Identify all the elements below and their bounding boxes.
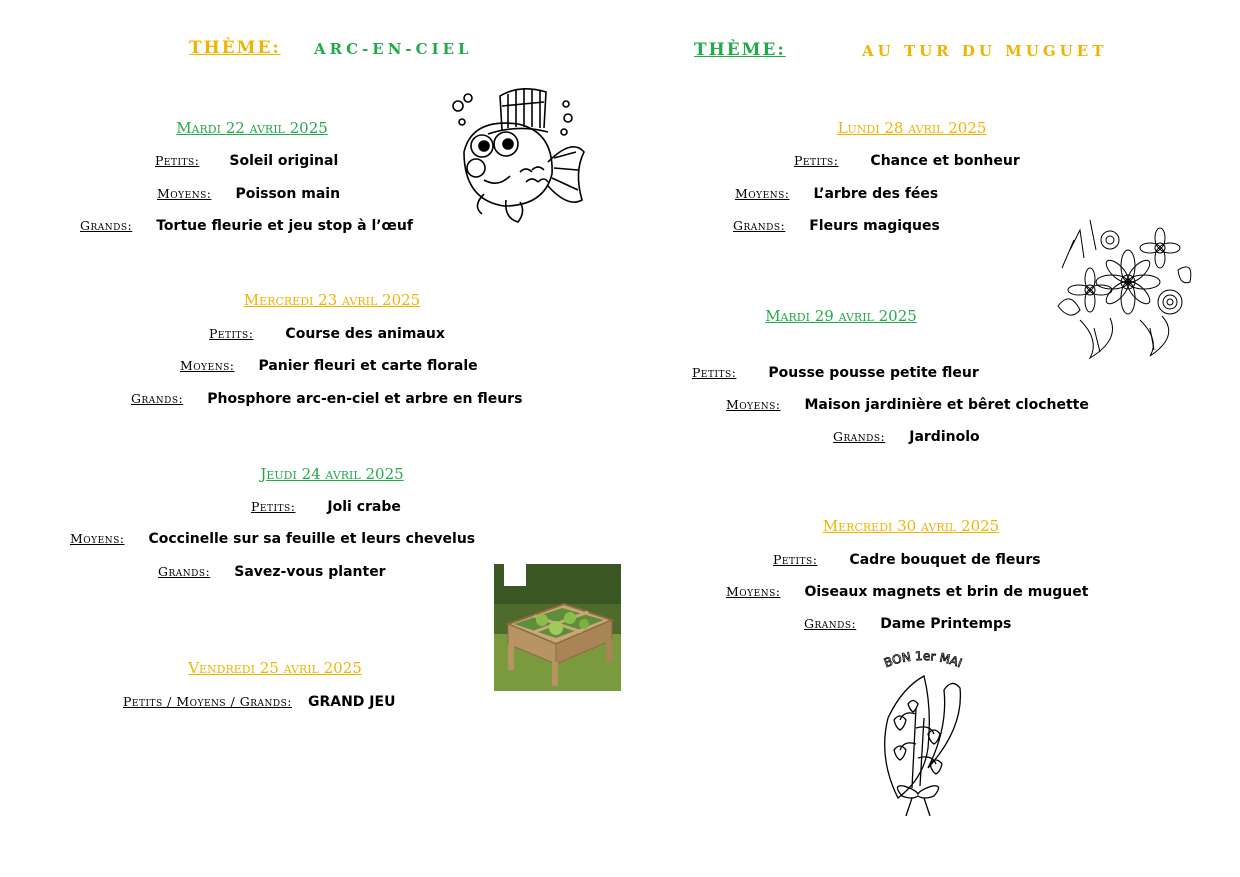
activity-row — [158, 564, 386, 580]
level-label: Moyens: — [180, 358, 235, 373]
may-day-text: BON 1er MAI — [882, 648, 965, 671]
activity-row — [735, 186, 938, 202]
level-label: Moyens: — [70, 531, 125, 546]
level-label: Petits: — [155, 153, 200, 168]
activity-text: Tortue fleurie et jeu stop à l’œuf — [156, 218, 413, 234]
level-label: Petits: — [251, 499, 296, 514]
level-label: Grands: — [80, 218, 133, 233]
activity-text: Poisson main — [235, 186, 341, 202]
day-heading: Lundi 28 avril 2025 — [837, 119, 987, 137]
activity-row — [131, 391, 522, 407]
activity-row — [733, 218, 940, 234]
activity-row — [726, 397, 1089, 413]
activity-text: Joli crabe — [327, 499, 401, 515]
level-label: Petits: — [209, 326, 254, 341]
level-label: Grands: — [804, 616, 857, 631]
activity-row — [804, 616, 1011, 632]
activity-row — [70, 531, 475, 547]
level-label: Grands: — [833, 429, 886, 444]
level-label: Petits: — [692, 365, 737, 380]
fish-illustration — [448, 82, 588, 227]
level-label: Moyens: — [726, 584, 781, 599]
level-label: Petits: — [794, 153, 839, 168]
activity-text: Maison jardinière et bêret clochette — [804, 397, 1089, 413]
activity-text: Coccinelle sur sa feuille et leurs chevelus — [148, 531, 476, 547]
day-heading: Jeudi 24 avril 2025 — [260, 465, 404, 483]
left-theme-label: THÈME: — [189, 38, 281, 58]
activity-text: Course des animaux — [285, 326, 445, 342]
activity-row — [157, 186, 340, 202]
activity-text: Jardinolo — [909, 429, 980, 445]
day-heading: Vendredi 25 avril 2025 — [188, 659, 362, 677]
activity-row — [833, 429, 980, 445]
left-theme-value: ARC-EN-CIEL — [314, 40, 473, 58]
activity-row — [209, 326, 445, 342]
activity-text: L’arbre des fées — [813, 186, 939, 202]
day-heading: Mardi 22 avril 2025 — [176, 119, 328, 137]
flower-bouquet-illustration — [1050, 210, 1195, 360]
level-label: Grands: — [158, 564, 211, 579]
day-heading: Mercredi 23 avril 2025 — [243, 291, 421, 309]
level-label: Moyens: — [735, 186, 790, 201]
activity-text: Fleurs magiques — [809, 218, 940, 234]
activity-row — [80, 218, 413, 234]
activity-text: Pousse pousse petite fleur — [768, 365, 979, 381]
activity-text: Dame Printemps — [880, 616, 1012, 632]
activity-row — [180, 358, 478, 374]
activity-text: Soleil original — [229, 153, 339, 169]
activity-text: GRAND JEU — [307, 694, 396, 710]
activity-row — [794, 153, 1020, 169]
level-label: Petits / Moyens / Grands: — [123, 694, 292, 709]
level-label: Moyens: — [157, 186, 212, 201]
level-label: Grands: — [131, 391, 184, 406]
lily-of-the-valley-illustration — [868, 648, 978, 820]
level-label: Petits: — [773, 552, 818, 567]
activity-text: Panier fleuri et carte florale — [258, 358, 478, 374]
activity-text: Cadre bouquet de fleurs — [849, 552, 1041, 568]
right-theme-label: THÈME: — [694, 40, 786, 60]
activity-row — [123, 694, 395, 710]
activity-row — [251, 499, 401, 515]
day-heading: Mercredi 30 avril 2025 — [822, 517, 1000, 535]
activity-row — [155, 153, 338, 169]
activity-row — [773, 552, 1041, 568]
level-label: Grands: — [733, 218, 786, 233]
day-heading: Mardi 29 avril 2025 — [765, 307, 917, 325]
right-theme-value: AU TUR DU MUGUET — [862, 42, 1108, 60]
activity-text: Chance et bonheur — [870, 153, 1020, 169]
activity-text: Phosphore arc-en-ciel et arbre en fleurs — [207, 391, 523, 407]
activity-row — [692, 365, 979, 381]
garden-bed-photo — [494, 564, 621, 691]
activity-row — [726, 584, 1088, 600]
activity-text: Savez-vous planter — [234, 564, 386, 580]
activity-text: Oiseaux magnets et brin de muguet — [804, 584, 1089, 600]
level-label: Moyens: — [726, 397, 781, 412]
